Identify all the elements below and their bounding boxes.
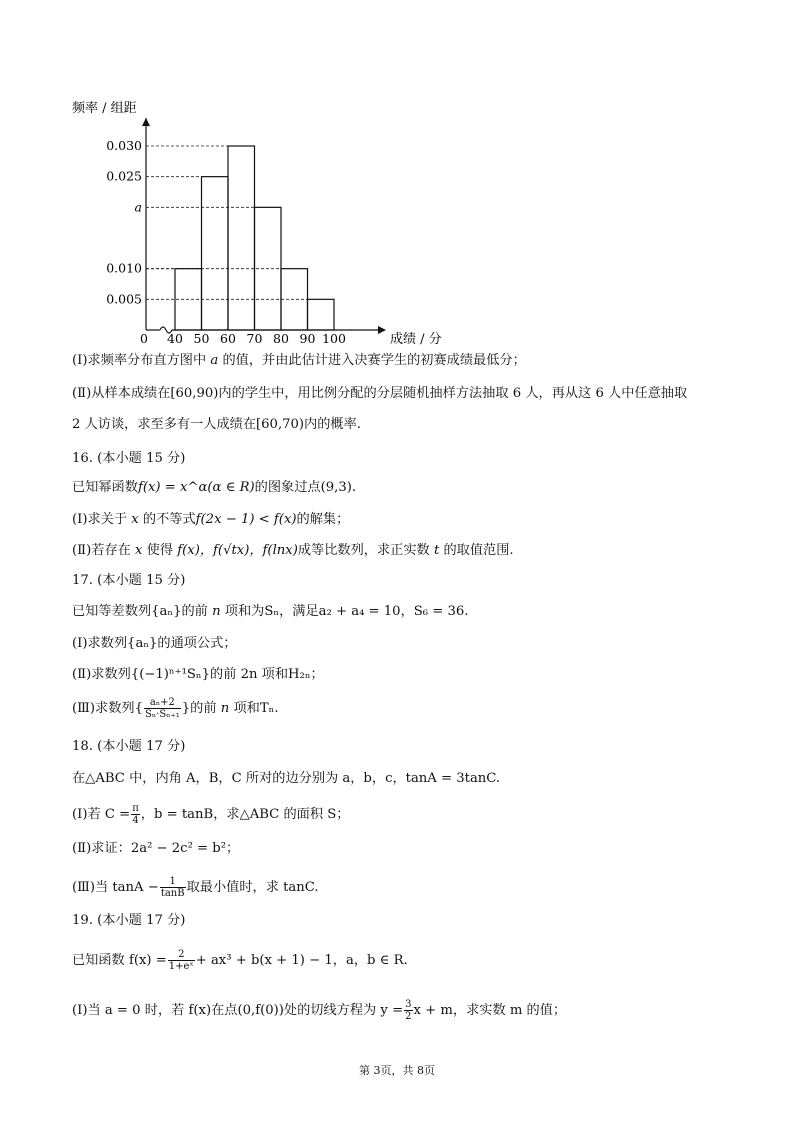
histogram-bar	[228, 146, 255, 330]
q19-heading: 19. (本小题 17 分)	[72, 913, 186, 928]
q17-stem: 已知等差数列{aₙ}的前 n 项和为Sₙ，满足a₂ + a₄ = 10，S₆ = 36.	[72, 604, 469, 619]
fraction: $\frac{\pi}{4}$	[132, 803, 139, 826]
x-tick-label: 50	[193, 331, 210, 346]
q15-part2-line2: 2 人访谈，求至多有一人成绩在[60,70)内的概率.	[72, 417, 362, 432]
y-tick-label: 0.005	[106, 291, 142, 307]
origin-label: 0	[140, 331, 148, 346]
x-tick-label: 70	[246, 331, 263, 346]
q18-heading: 18. (本小题 17 分)	[72, 739, 186, 754]
x-axis-arrow	[378, 326, 386, 334]
y-tick-label: 0.025	[106, 168, 142, 184]
x-tick-label: 60	[220, 331, 236, 346]
q17-part3: (Ⅲ)求数列{ $\frac{\text{aₙ+2}}{\text{Sₙ·Sₙ₊₁}}$ }的前 n 项和Tₙ.	[72, 697, 279, 720]
q16-part2: (Ⅱ)若存在 x 使得 f(x)，f(√tx)，f(lnx)成等比数列，求正实数 t 的取值范围.	[72, 543, 514, 558]
q17-heading: 17. (本小题 15 分)	[72, 573, 186, 588]
fraction: $\frac{3}{2}$	[405, 999, 412, 1022]
fraction: $\frac{\text{aₙ+2}}{\text{Sₙ·Sₙ₊₁}}$	[144, 697, 180, 720]
histogram-svg	[60, 88, 480, 348]
q15-part2-line1: (Ⅱ)从样本成绩在[60,90)内的学生中，用比例分配的分层随机抽样方法抽取 6 人，再从这 6 人中任意抽取	[72, 386, 688, 401]
y-axis-arrow	[142, 118, 150, 126]
x-tick-label: 100	[322, 331, 346, 346]
x-axis-title: 成绩 / 分	[390, 332, 442, 347]
page-footer: 第 3页，共 8页	[359, 1064, 435, 1077]
q16-heading: 16. (本小题 15 分)	[72, 451, 186, 466]
x-tick-label: 40	[167, 331, 183, 346]
histogram-bar	[202, 177, 229, 330]
q16-part1: (Ⅰ)求关于 x 的不等式f(2x − 1) < f(x)的解集；	[72, 512, 350, 527]
q17-part2: (Ⅱ)求数列{(−1)ⁿ⁺¹Sₙ}的前 2n 项和H₂ₙ；	[72, 667, 324, 682]
q18-stem: 在△ABC 中，内角 A，B，C 所对的边分别为 a，b，c，tanA = 3tanC.	[72, 771, 501, 786]
q15-part1: (Ⅰ)求频率分布直方图中 a 的值，并由此估计进入决赛学生的初赛成绩最低分；	[72, 353, 526, 368]
x-tick-label: 80	[273, 331, 289, 346]
fraction: $\frac{2}{\text{1+eˣ}}$	[168, 949, 194, 972]
y-axis-title: 频率 / 组距	[72, 101, 137, 116]
fraction: $\frac{1}{\tan B}$	[160, 876, 185, 899]
q18-part3: (Ⅲ)当 tanA − $\frac{1}{\tan B}$ 取最小值时，求 tanC.	[72, 876, 319, 899]
y-tick-label: 0.010	[106, 260, 142, 276]
q17-part1: (Ⅰ)求数列{aₙ}的通项公式；	[72, 636, 237, 651]
frequency-histogram	[60, 88, 480, 348]
y-tick-label: 0.030	[106, 138, 142, 153]
histogram-bar	[308, 299, 335, 330]
y-tick-label: a	[134, 199, 142, 215]
q18-part1: (Ⅰ)若 C = $\frac{\pi}{4}$ ，b = tanB，求△ABC 的面积 S；	[72, 803, 350, 826]
x-tick-label: 90	[299, 331, 316, 346]
q18-part2: (Ⅱ)求证：2a² − 2c² = b²；	[72, 841, 240, 856]
q19-part1: (Ⅰ)当 a = 0 时，若 f(x)在点(0,f(0))处的切线方程为 y = $\frac{3}{2}$ x + m，求实数 m 的值；	[72, 999, 567, 1022]
q19-stem: 已知函数 f(x) = $\frac{2}{\text{1+eˣ}}$ + ax³ + b(x + 1) − 1，a，b ∈ R.	[72, 949, 408, 972]
q16-stem: 已知幂函数f(x) = x^α(α ∈ R)的图象过点(9,3).	[72, 480, 357, 495]
